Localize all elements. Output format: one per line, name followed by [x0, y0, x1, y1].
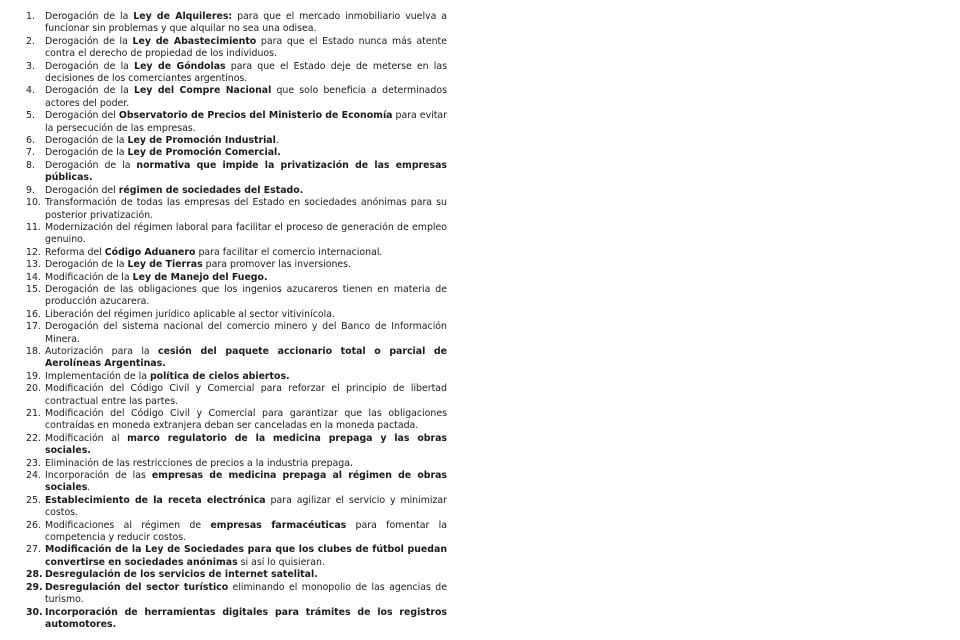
- item-text: [45, 470, 447, 495]
- item-text-bold: Ley de Promoción Comercial.: [127, 147, 281, 159]
- item-text-run: Modificación del Código Civil y Comercial para reforzar el principio de libertad contractual entre las partes.: [45, 383, 447, 407]
- list-item: [26, 110, 447, 135]
- item-text: [45, 371, 447, 383]
- item-text-bold: Incorporación de herramientas digitales para trámites de los registros automotores.: [45, 606, 447, 630]
- item-text-run: Derogación de la: [45, 147, 128, 159]
- item-number: 19.: [26, 370, 41, 382]
- item-number: 4.: [26, 85, 35, 97]
- list-item: [26, 197, 447, 222]
- list-item: [26, 495, 447, 520]
- item-number: 2.: [26, 35, 35, 47]
- item-number: 23.: [26, 457, 41, 469]
- item-text: [45, 247, 447, 259]
- list-item: [26, 11, 447, 36]
- list-item: [26, 371, 447, 383]
- item-text: [45, 495, 447, 520]
- item-number: 27.: [26, 544, 41, 556]
- item-text-run: Derogación de la: [45, 259, 128, 271]
- item-text-run: Modificación de la: [45, 271, 133, 283]
- item-text-bold: marco regulatorio de la medicina prepaga y las obras sociales.: [45, 432, 447, 457]
- list-item: [26, 36, 447, 61]
- list-item: [26, 222, 447, 247]
- item-text-run: Modificación del Código Civil y Comercial para garantizar que las obligaciones contraídas en moneda extranjera deban ser canceladas en la moneda pactada.: [45, 408, 447, 432]
- list-item: [26, 433, 447, 458]
- item-number: 11.: [26, 221, 41, 233]
- list-item: [26, 607, 447, 632]
- item-text-bold: Desregulación de los servicios de internet satelital.: [45, 569, 318, 581]
- item-number: 3.: [26, 60, 35, 72]
- item-text: [45, 272, 447, 284]
- item-number: 10.: [26, 197, 41, 209]
- item-text-run: Modificaciones al régimen de: [45, 519, 211, 531]
- list-item: [26, 309, 447, 321]
- item-text-run: Derogación de la: [45, 85, 134, 97]
- item-text-run: Derogación de la: [45, 159, 137, 171]
- list-item: [26, 383, 447, 408]
- item-number: 9.: [26, 184, 35, 196]
- list-item: [26, 259, 447, 271]
- list-item: [26, 458, 447, 470]
- item-text: [45, 147, 447, 159]
- item-text-bold: Ley de Promoción Industrial: [127, 135, 276, 147]
- item-text: [45, 582, 447, 607]
- list-item: [26, 582, 447, 607]
- item-text: [45, 321, 447, 346]
- item-text-run: Derogación del sistema nacional del comercio minero y del Banco de Información Minera.: [45, 321, 447, 345]
- item-text-run: Implementación de la: [45, 370, 150, 382]
- item-number: 24.: [26, 470, 41, 482]
- item-number: 14.: [26, 271, 41, 283]
- list-item: [26, 544, 447, 569]
- item-text: [45, 160, 447, 185]
- item-text-bold: cesión del paquete accionario total o parcial de Aerolíneas Argentinas.: [45, 345, 447, 370]
- item-text: [45, 607, 447, 632]
- item-number: 18.: [26, 345, 41, 357]
- item-text-run: eliminando el monopolio de las agencias de turismo.: [45, 581, 447, 606]
- item-number: 17.: [26, 321, 41, 333]
- item-text: [45, 11, 447, 36]
- item-text-run: para promover las inversiones.: [202, 259, 352, 271]
- item-text-bold: Establecimiento de la receta electrónica: [45, 494, 266, 506]
- item-text-run: para agilizar el servicio y minimizar costos.: [45, 494, 447, 519]
- list-item: [26, 321, 447, 346]
- item-text-run: para que el Estado deje de meterse en las decisiones de los comerciantes argentinos.: [45, 60, 448, 85]
- item-number: 20.: [26, 383, 41, 395]
- item-text-run: Transformación de todas las empresas del Estado en sociedades anónimas para su posterior privatización.: [45, 197, 447, 221]
- item-text-run: Reforma del: [45, 246, 105, 258]
- list-item: [26, 160, 447, 185]
- list-item: [26, 520, 447, 545]
- item-text-run: .: [87, 482, 91, 494]
- list-item: [26, 346, 447, 371]
- item-text-run: para que el Estado nunca más atente contra el derecho de propiedad de los individuos.: [45, 35, 448, 60]
- item-text: [45, 520, 447, 545]
- item-text: [45, 259, 447, 271]
- item-number: 30.: [26, 606, 43, 618]
- item-text-run: Autorización para la: [45, 345, 159, 357]
- list-item: [26, 470, 447, 495]
- item-text: [45, 544, 447, 569]
- item-text-run: para facilitar el comercio internacional.: [195, 246, 383, 258]
- item-text-bold: Ley de Góndolas: [134, 60, 226, 72]
- list-item: [26, 85, 447, 110]
- item-text-run: para que el mercado inmobiliario vuelva a funcionar sin problemas y que alquilar no sea una odisea.: [45, 11, 447, 35]
- item-text: [45, 309, 447, 321]
- item-text-run: Modificación al: [45, 432, 128, 444]
- item-text-run: Liberación del régimen jurídico aplicable al sector vitivinícola.: [45, 308, 335, 320]
- item-number: 26.: [26, 519, 41, 531]
- item-text-run: Modernización del régimen laboral para facilitar el proceso de generación de empleo genuino.: [45, 221, 447, 246]
- item-text: [45, 284, 447, 309]
- item-number: 25.: [26, 494, 41, 506]
- item-text-bold: Ley de Manejo del Fuego.: [132, 271, 268, 283]
- item-text-bold: Ley de Alquileres:: [133, 11, 233, 22]
- item-text-run: Derogación del: [45, 184, 119, 196]
- item-text-bold: Ley del Compre Nacional: [133, 85, 272, 97]
- item-text-bold: Código Aduanero: [104, 246, 196, 258]
- item-number: 16.: [26, 308, 41, 320]
- item-text-bold: normativa que impide la privatización de las empresas públicas.: [45, 159, 447, 184]
- item-number: 6.: [26, 135, 35, 147]
- item-text-run: Derogación del: [45, 110, 119, 122]
- list-item: [26, 61, 447, 86]
- item-text-run: Derogación de la: [45, 35, 133, 47]
- item-text-run: que solo beneficia a determinados actores del poder.: [45, 85, 448, 109]
- item-text: [45, 61, 447, 86]
- list-item: [26, 272, 447, 284]
- item-number: 15.: [26, 283, 41, 295]
- list-item: [26, 147, 447, 159]
- list-item: [26, 569, 447, 581]
- list-item: [26, 408, 447, 433]
- item-text-bold: Desregulación del sector turístico: [45, 581, 229, 593]
- item-text-bold: empresas de medicina prepaga al régimen de obras sociales: [45, 470, 447, 494]
- item-text: [45, 185, 447, 197]
- item-text-run: Derogación de la: [45, 60, 135, 72]
- item-text-bold: empresas farmacéuticas: [210, 519, 347, 531]
- item-text-bold: régimen de sociedades del Estado.: [118, 184, 304, 196]
- item-text-run: Derogación de las obligaciones que los ingenios azucareros tienen en materia de producción azucarera.: [45, 283, 447, 308]
- decree-list: [26, 11, 447, 631]
- item-text-bold: Ley de Tierras: [127, 259, 203, 271]
- item-text-bold: Modificación de la Ley de Sociedades para que los clubes de fútbol puedan convertirse en sociedades anónimas: [45, 544, 447, 568]
- item-text: [45, 36, 447, 61]
- item-text: [45, 110, 447, 135]
- item-number: 1.: [26, 11, 35, 22]
- item-number: 21.: [26, 408, 41, 419]
- item-text-run: .: [275, 135, 279, 147]
- item-text-run: Derogación de la: [45, 135, 128, 147]
- item-text-run: si así lo quisieran.: [237, 556, 325, 568]
- item-number: 5.: [26, 110, 35, 122]
- item-number: 28.: [26, 569, 43, 581]
- item-text: [45, 433, 447, 458]
- list-item: [26, 185, 447, 197]
- item-text: [45, 222, 447, 247]
- item-text-bold: Observatorio de Precios del Ministerio de Economía: [118, 110, 393, 122]
- item-text: [45, 346, 447, 371]
- item-number: 8.: [26, 159, 35, 171]
- item-text: [45, 85, 447, 110]
- item-text-run: Eliminación de las restricciones de precios a la industria prepaga.: [45, 457, 353, 469]
- item-number: 7.: [26, 147, 35, 159]
- list-item: [26, 135, 447, 147]
- item-text-run: Incorporación de las: [45, 470, 152, 482]
- item-text: [45, 383, 447, 408]
- item-number: 12.: [26, 246, 41, 258]
- item-text: [45, 197, 447, 222]
- item-text: [45, 458, 447, 470]
- item-text: [45, 135, 447, 147]
- item-text-run: para fomentar la competencia y reducir costos.: [45, 519, 447, 544]
- item-text-bold: Ley de Abastecimiento: [132, 35, 257, 47]
- item-text: [45, 408, 447, 433]
- item-text-run: Derogación de la: [45, 11, 134, 22]
- list-item: [26, 284, 447, 309]
- list-item: [26, 247, 447, 259]
- item-text-bold: política de cielos abiertos.: [149, 370, 290, 382]
- item-number: 13.: [26, 259, 41, 271]
- item-number: 29.: [26, 581, 43, 593]
- item-text: [45, 569, 447, 581]
- item-number: 22.: [26, 432, 41, 444]
- item-text-run: para evitar la persecución de las empresas.: [45, 110, 448, 134]
